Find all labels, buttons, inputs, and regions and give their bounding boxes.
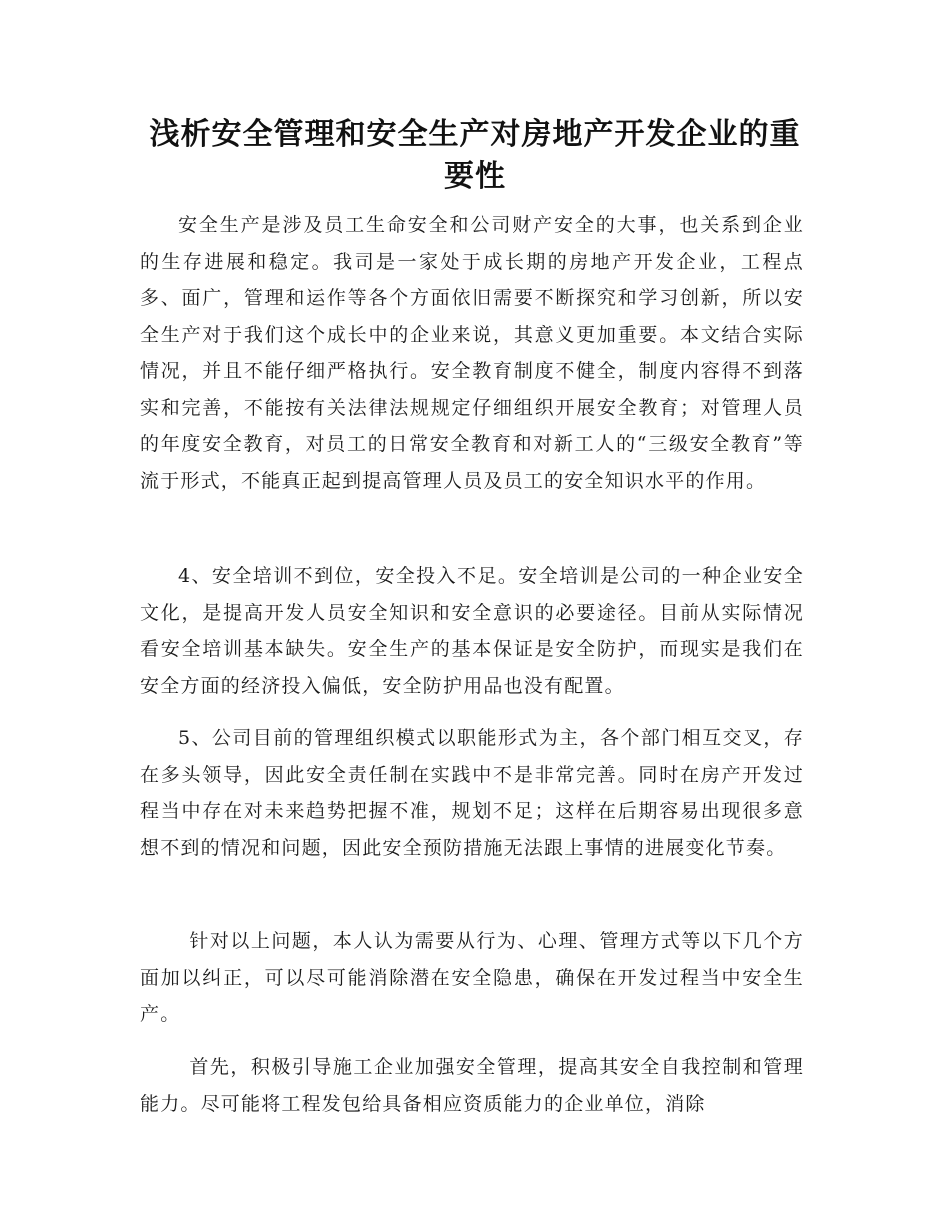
- paragraph-point-5: 5、公司目前的管理组织模式以职能形式为主，各个部门相互交叉，存在多头领导，因此安全责任制在实践中不是非常完善。同时在房产开发过程当中存在对未来趋势把握不准，规划不足；这样在后期容易出现很多意想不到的情况和问题，因此安全预防措施无法跟上事情的进展变化节奏。: [140, 727, 804, 859]
- paragraph-intro: 安全生产是涉及员工生命安全和公司财产安全的大事，也关系到企业的生存进展和稳定。我司是一家处于成长期的房地产开发企业，工程点多、面广，管理和运作等各个方面依旧需要不断探究和学习创新，所以安全生产对于我们这个成长中的企业来说，其意义更加重要。本文结合实际情况，并且不能仔细严格执行。安全教育制度不健全，制度内容得不到落实和完善，不能按有关法律法规规定仔细组织开展安全教育；对管理人员的年度安全教育，对员工的日常安全教育和对新工人的“三级安全教育”等流于形式，不能真正起到提高管理人员及员工的安全知识水平的作用。: [140, 214, 804, 492]
- document-title: 浅析安全管理和安全生产对房地产开发企业的重要性: [149, 117, 801, 194]
- paragraph-point-4: 4、安全培训不到位，安全投入不足。安全培训是公司的一种企业安全文化，是提高开发人员安全知识和安全意识的必要途径。目前从实际情况看安全培训基本缺失。安全生产的基本保证是安全防护，而现实是我们在安全方面的经济投入偏低，安全防护用品也没有配置。: [140, 565, 804, 697]
- paragraph-solutions-intro: 针对以上问题，本人认为需要从行为、心理、管理方式等以下几个方面加以纠正，可以尽可能消除潜在安全隐患，确保在开发过程当中安全生产。: [140, 930, 804, 1025]
- paragraph-first-measure: 首先，积极引导施工企业加强安全管理，提高其安全自我控制和管理能力。尽可能将工程发包给具备相应资质能力的企业单位，消除: [140, 1056, 804, 1115]
